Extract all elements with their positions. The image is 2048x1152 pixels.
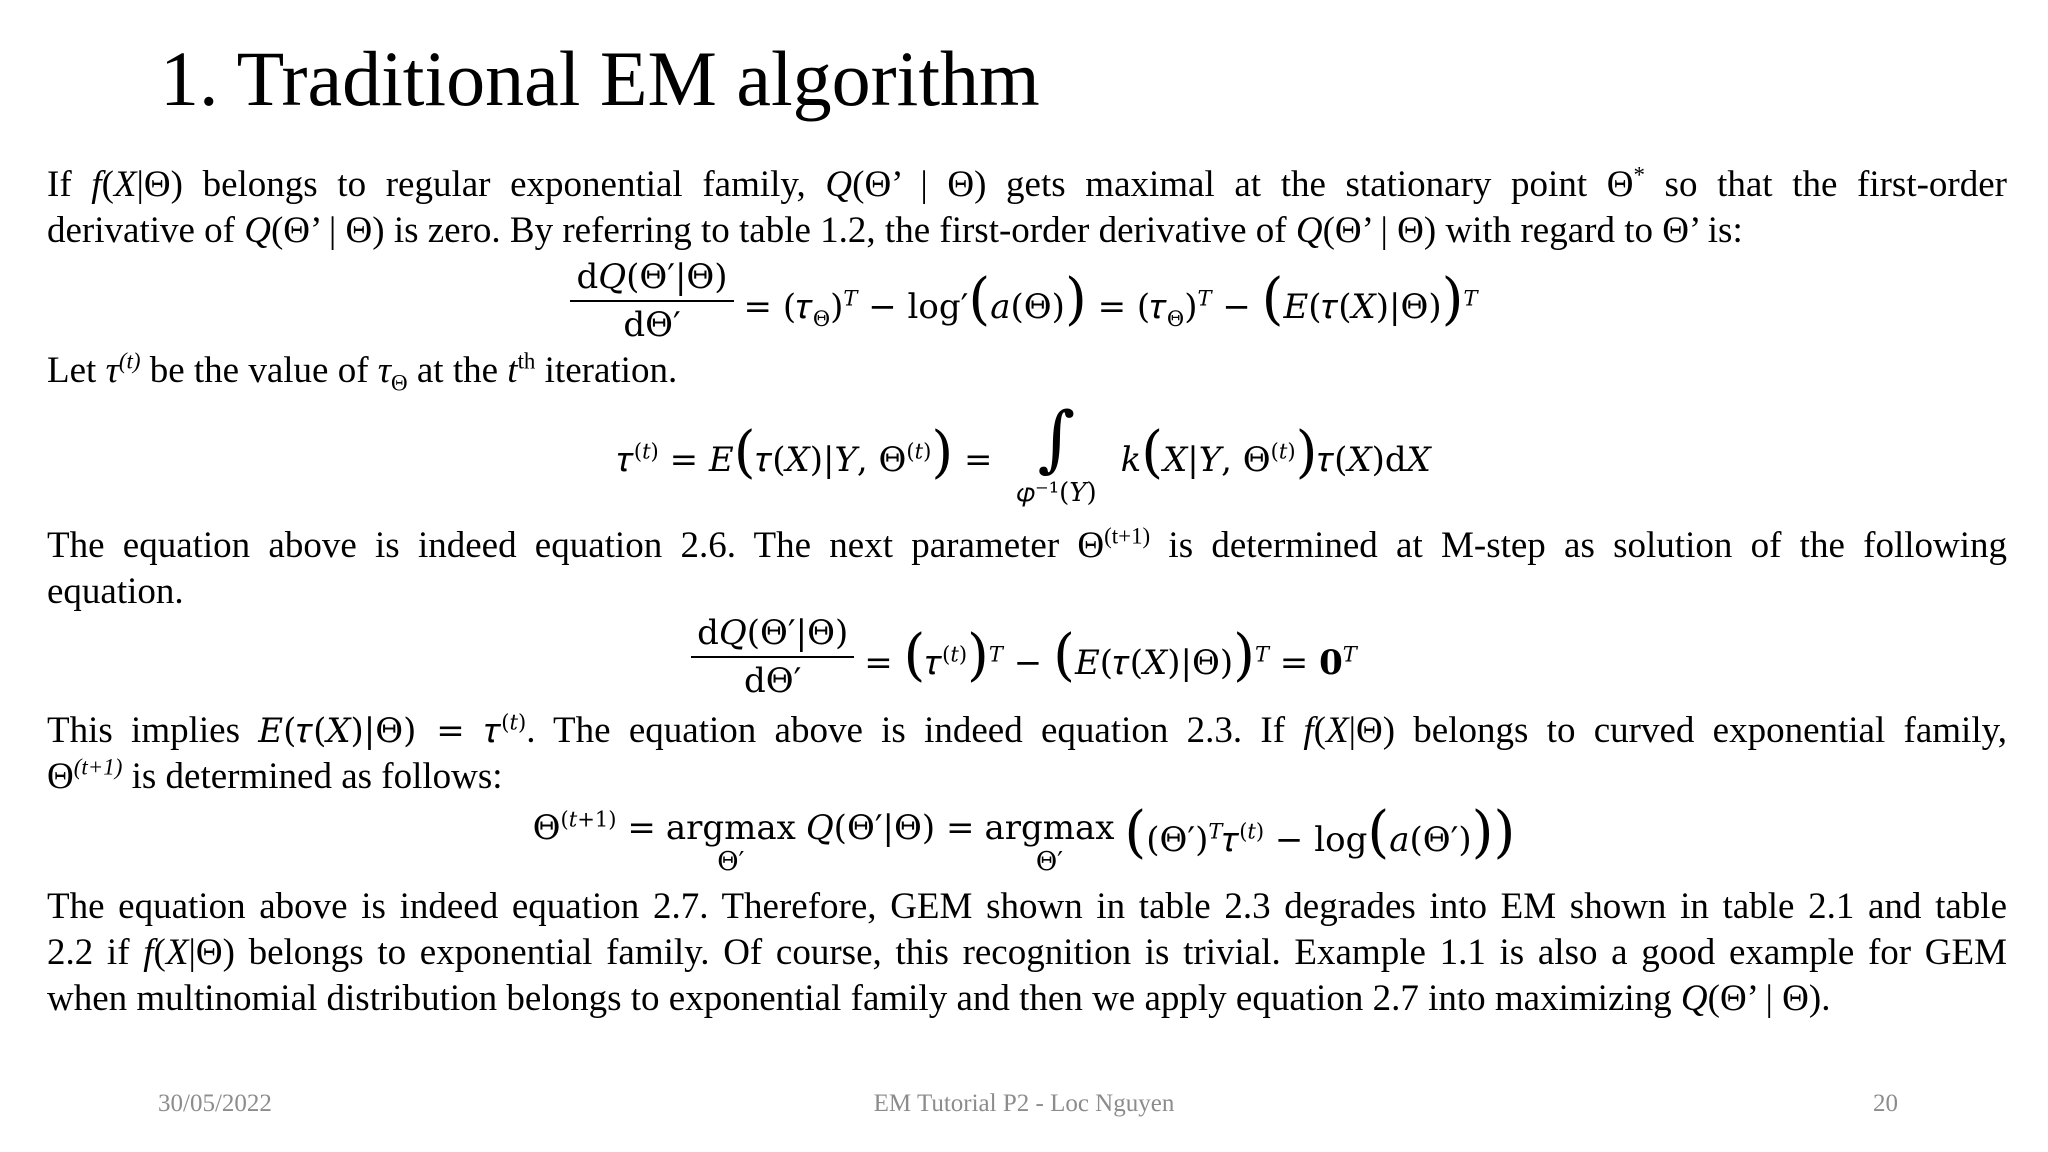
footer-page-number: 20: [1873, 1090, 1898, 1117]
paragraph-intro: If f(X|Θ) belongs to regular exponential family, Q(Θ’ | Θ) gets maximal at the stationary point Θ* so that the first-order derivative of Q(Θ’ | Θ) is zero. By referring to table 1.2, the first-order derivative of Q(Θ’ | Θ) with regard to Θ’ is:: [47, 162, 2008, 251]
slide-title: 1. Traditional EM algorithm: [160, 35, 1040, 122]
integral-sign: ∫ 𝜑⁻¹(𝑌): [1016, 396, 1097, 508]
paragraph-next-parameter: The equation above is indeed equation 2.6. The next parameter $\Theta^{(t+1)}$ is determined at M-step as solution of the following equation.: [47, 523, 2008, 612]
equation-derivative-regular: $\frac{\text{d𝑄(Θ′|Θ)}}{d\Theta'}$ = (𝜏$_\Theta$)$^𝑇$ − log′(𝑎(Θ)) = (𝜏$_\Theta$)$^𝑇$ − (𝐸(𝜏(𝑋)|Θ))$^𝑇$: [0, 256, 2048, 346]
paragraph-conclusion: The equation above is indeed equation 2.7. Therefore, GEM shown in table 2.3 degrades into EM shown in table 2.1 and table 2.2 if f(X|Θ) belongs to exponential family. Of course, this recognition is trivial. Example 1.1 is also a good example for GEM when multinomial distribution belongs to exponential family and then we apply equation 2.7 into maximizing Q(Θ’ | Θ).: [47, 886, 2007, 1019]
fraction: $\frac{\text{d𝑄(Θ′|Θ)}}{d\Theta'}$: [570, 256, 733, 346]
footer-title: EM Tutorial P2 - Loc Nguyen: [873, 1090, 1175, 1117]
footer-date: 30/05/2022: [158, 1090, 272, 1117]
argmax-operator: argmax Θ′: [984, 808, 1115, 877]
fraction: $\frac{\text{d𝑄(Θ′|Θ)}}{d\Theta'}$: [691, 612, 854, 702]
equation-tau-integral: 𝜏$^{(𝑡)}$ = 𝐸(𝜏(𝑋)|𝑌, $\Theta^{(𝑡)}$) = ∫ 𝜑⁻¹(𝑌) 𝑘(𝑋|𝑌, $\Theta^{(𝑡)})𝜏(𝑋)d𝑋$: [617, 396, 1431, 508]
equation-argmax: $\Theta^{(𝑡+1)}$ = argmax Θ′ 𝑄(Θ′|Θ) = argmax Θ′ ($(\Theta')^𝑇𝜏^{(𝑡)}$ − log(𝑎(Θ′))): [532, 800, 1516, 877]
paragraph-let-tau: Let $\tau^{(t)}$ be the value of $\tau_\Theta$ at the $t^{th}$ iteration.: [47, 348, 678, 396]
paragraph-implies: This implies 𝐸(𝜏(𝑋)|Θ) = 𝜏$^{(𝑡)}$. The equation above is indeed equation 2.3. If f(X|Θ) belongs to curved exponential family, $\Theta^{(t+1)}$ is determined as follows:: [47, 709, 2007, 797]
equation-m-step: $\frac{\text{d𝑄(Θ′|Θ)}}{d\Theta'}$ = (𝜏$^{(𝑡)}$)$^𝑇$ − (𝐸(𝜏(𝑋)|Θ))$^𝑇$ = $𝟎^𝑇$: [0, 612, 2048, 702]
argmax-operator: argmax Θ′: [665, 808, 796, 877]
